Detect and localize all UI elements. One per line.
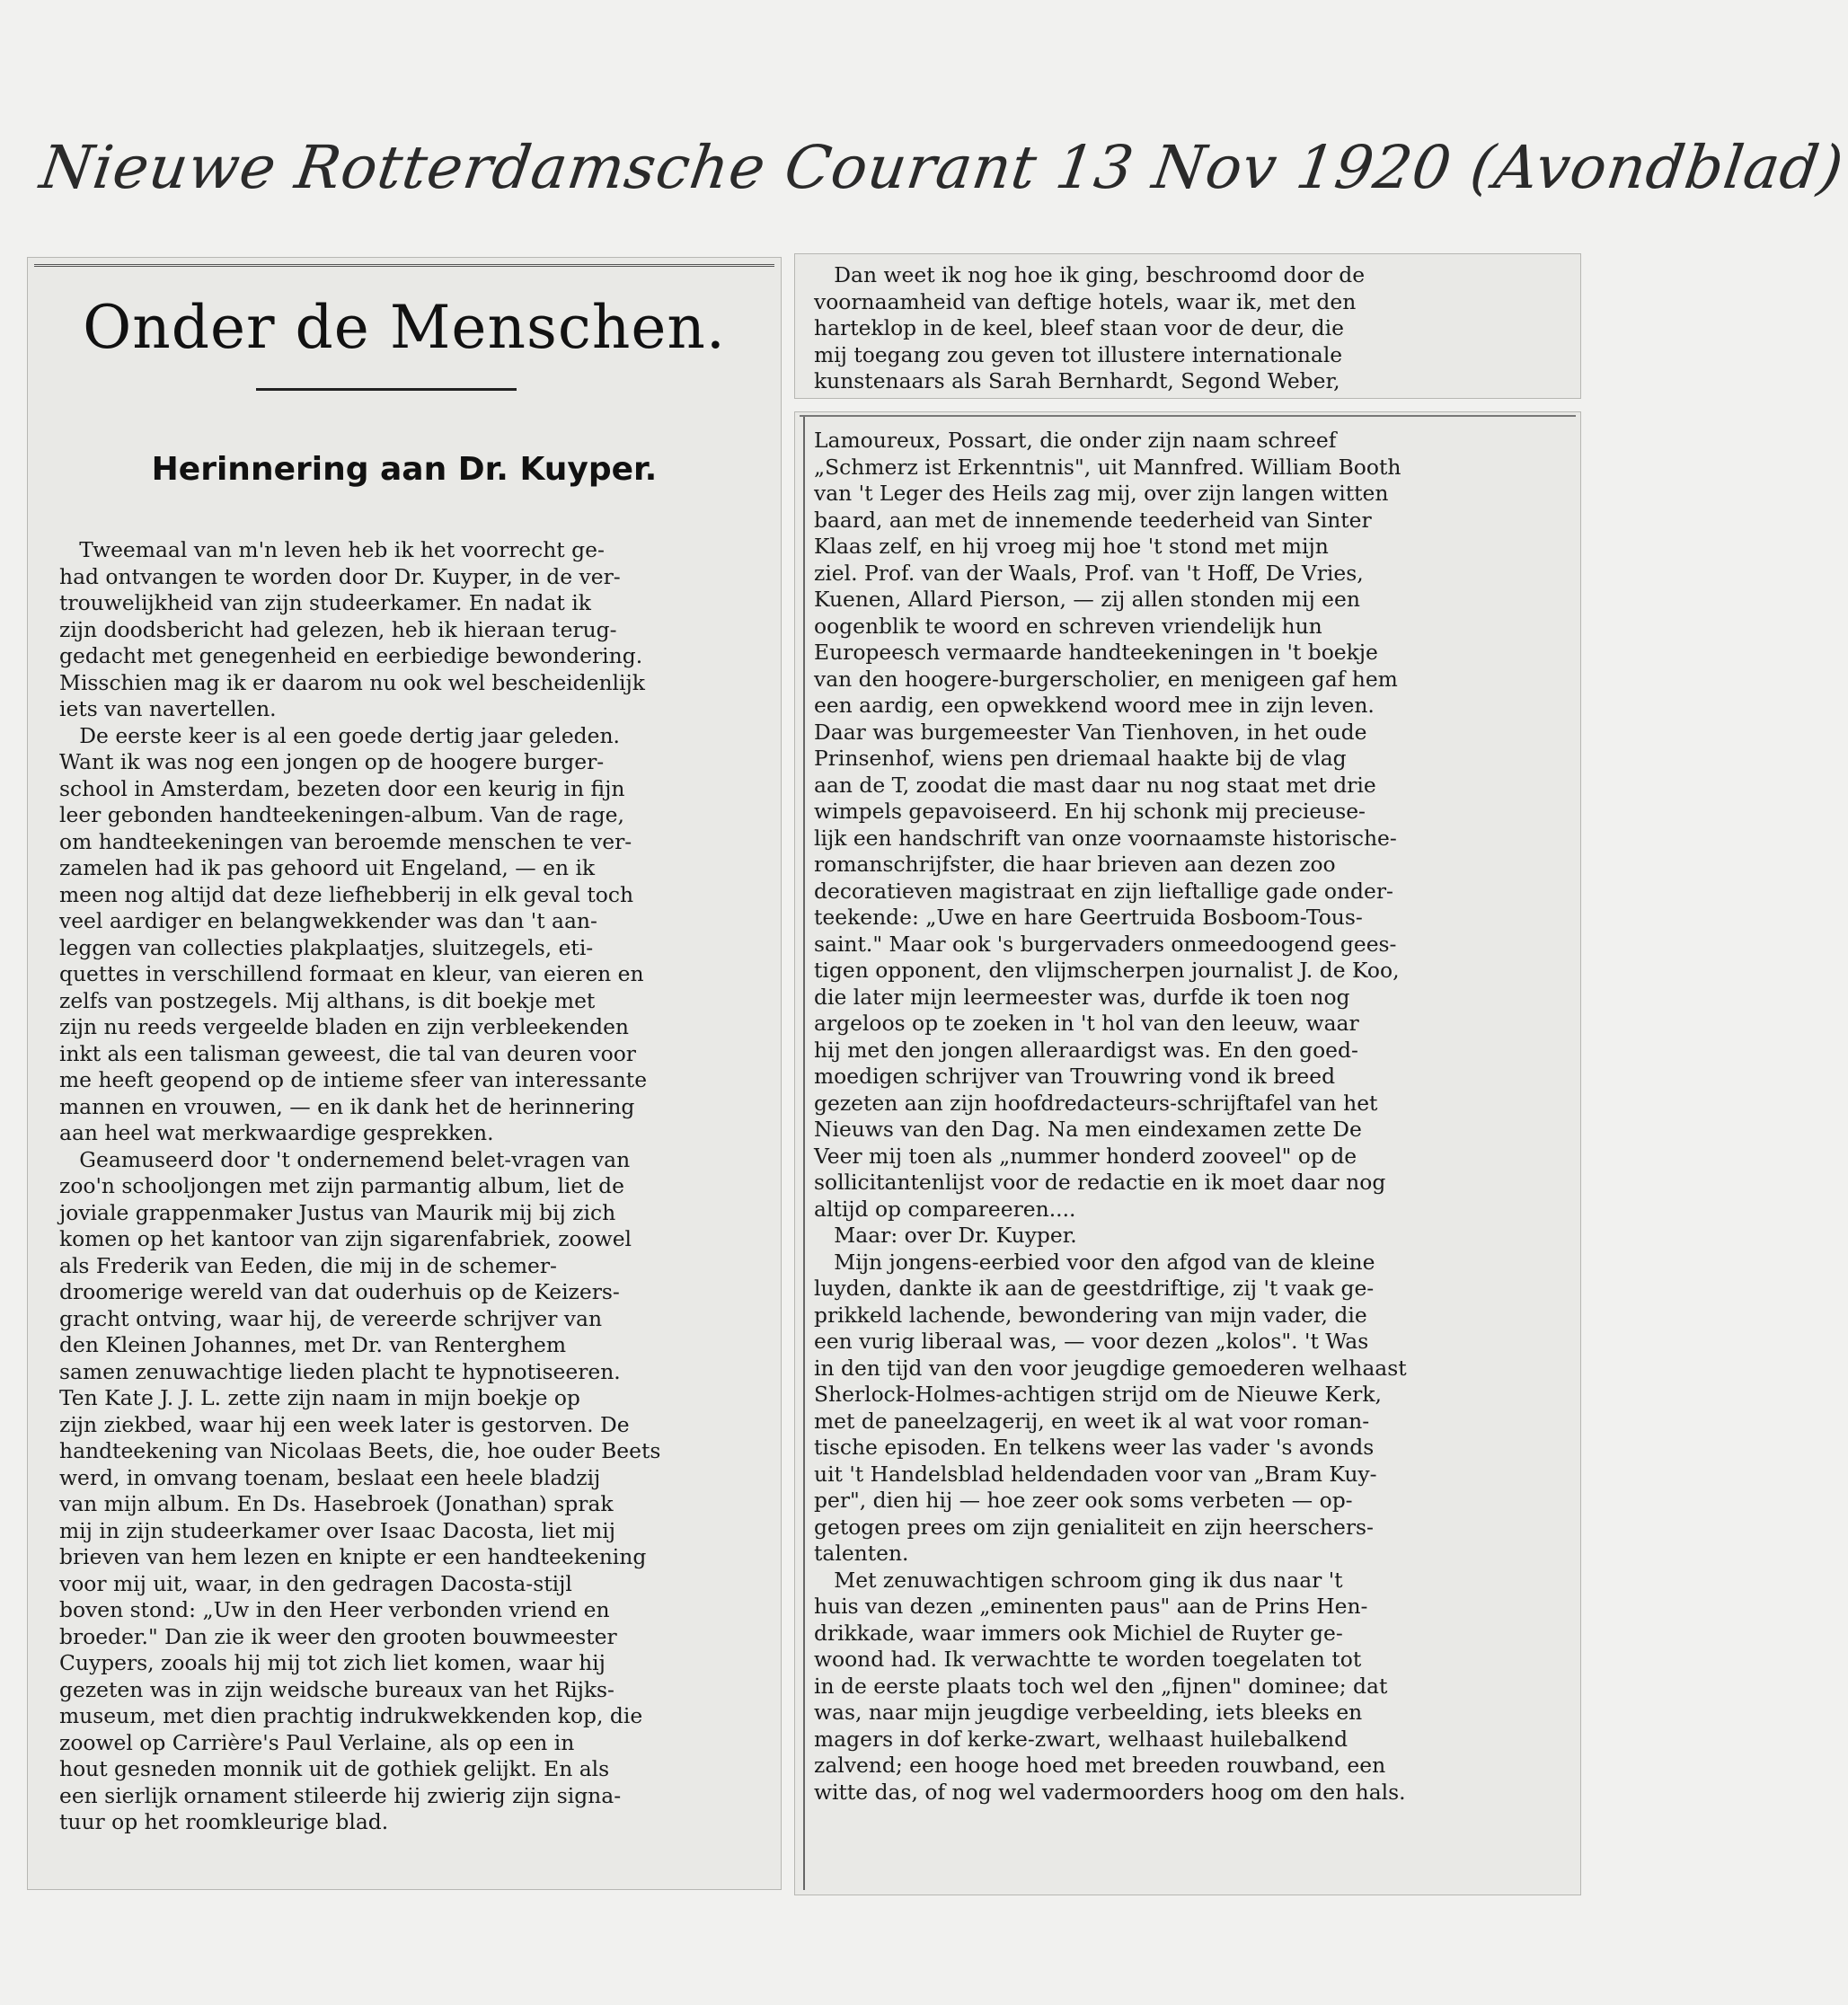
article-subtitle: Herinnering aan Dr. Kuyper. (151, 451, 658, 488)
column-top-rule (800, 415, 1576, 417)
top-rule-divider (34, 264, 774, 267)
column-side-rule (803, 417, 805, 1890)
article-clipping-left (27, 257, 782, 1890)
article-clipping-right (794, 411, 1581, 1895)
title-underline-divider (256, 388, 517, 391)
left-column-body: Tweemaal van m'n leven heb ik het voorrecht ge- had ontvangen te worden door Dr. Kuyper, in de ver- trouwelijkheid van zijn studeerkamer. En nadat ik zijn doodsbericht had gelezen, heb ik hieraan terug- gedacht met genegenheid en eerbiedige bewondering. Misschien mag ik er daarom nu ook wel bescheidenlijk iets van navertellen. De eerste keer is al een goede dertig jaar geleden. Want ik was nog een jongen op de hoogere burger- school in Amsterdam, bezeten door een keurig in fijn leer gebonden handteekeningen-album. Van de rage, om handteekeningen van beroemde menschen te ver- zamelen had ik pas gehoord uit Engeland, — en ik meen nog altijd dat deze liefhebberij in elk geval toch veel aardiger en belangwekkender was dan 't aan- leggen van collecties plakplaatjes, sluitzegels, eti- quettes in verschillend formaat en kleur, van eieren en zelfs van postzegels. Mij althans, is dit boekje met zijn nu reeds vergeelde bladen en zijn verbleekenden inkt als een talisman geweest, die tal van deuren voor me heeft geopend op de intieme sfeer van interessante mannen en vrouwen, — en ik dank het de herinnering aan heel wat merkwaardige gesprekken. Geamuseerd door 't ondernemend belet-vragen van zoo'n schooljongen met zijn parmantig album, liet de joviale grappenmaker Justus van Maurik mij bij zich komen op het kantoor van zijn sigarenfabriek, zoowel als Frederik van Eeden, die mij in de schemer- droomerige wereld van dat ouderhuis op de Keizers- gracht ontving, waar hij, de vereerde schrijver van den Kleinen Johannes, met Dr. van Renterghem samen zenuwachtige lieden placht te hypnotiseeren. Ten Kate J. J. L. zette zijn naam in mijn boekje op zijn ziekbed, waar hij een week later is gestorven. De handteekening van Nicolaas Beets, die, hoe ouder Beets werd, in omvang toenam, beslaat een heele bladzij van mijn album. En Ds. Hasebroek (Jonathan) sprak mij in zijn studeerkamer over Isaac Dacosta, liet mij brieven van hem lezen en knipte er een handteekening voor mij uit, waar, in den gedragen Dacosta-stijl boven stond: „Uw in den Heer verbonden vriend en broeder." Dan zie ik weer den grooten bouwmeester Cuypers, zooals hij mij tot zich liet komen, waar hij gezeten was in zijn weidsche bureaux van het Rijks- museum, met dien prachtig indrukwekkenden kop, die zoowel op Carrière's Paul Verlaine, als op een in hout gesneden monnik uit de gothiek gelijkt. En als een sierlijk ornament stileerde hij zwierig zijn signa- tuur op het roomkleurige blad. (59, 537, 661, 1834)
right-column-body: Lamoureux, Possart, die onder zijn naam schreef „Schmerz ist Erkenntnis", uit Mannfred. William Booth van 't Leger des Heils zag mij, over zijn langen witten baard, aan met de innemende teederheid van Sinter Klaas zelf, en hij vroeg mij hoe 't stond met mijn ziel. Prof. van der Waals, Prof. van 't Hoff, De Vries, Kuenen, Allard Pierson, — zij allen stonden mij een oogenblik te woord en schreven vriendelijk hun Europeesch vermaarde handteekeningen in 't boekje van den hoogere-burgerscholier, en menigeen gaf hem een aardig, een opwekkend woord mee in zijn leven. Daar was burgemeester Van Tienhoven, in het oude Prinsenhof, wiens pen driemaal haakte bij de vlag aan de T, zoodat die mast daar nu nog staat met drie wimpels gepavoiseerd. En hij schonk mij precieuse- lijk een handschrift van onze voornaamste historische- romanschrijfster, die haar brieven aan dezen zoo decoratieven magistraat en zijn lieftallige gade onder- teekende: „Uwe en hare Geertruida Bosboom-Tous- saint." Maar ook 's burgervaders onmeedoogend gees- tigen opponent, den vlijmscherpen journalist J. de Koo, die later mijn leermeester was, durfde ik toen nog argeloos op te zoeken in 't hol van den leeuw, waar hij met den jongen alleraardigst was. En den goed- moedigen schrijver van Trouwring vond ik breed gezeten aan zijn hoofdredacteurs-schrijftafel van het Nieuws van den Dag. Na men eindexamen zette De Veer mij toen als „nummer honderd zooveel" op de sollicitantenlijst voor de redactie en ik moet daar nog altijd op compareeren.... Maar: over Dr. Kuyper. Mijn jongens-eerbied voor den afgod van de kleine luyden, dankte ik aan de geestdriftige, zij 't vaak ge- prikkeld lachende, bewondering van mijn vader, die een vurig liberaal was, — voor dezen „kolos". 't Was in den tijd van den voor jeugdige gemoederen welhaast Sherlock-Holmes-achtigen strijd om de Nieuwe Kerk, met de paneelzagerij, en weet ik al wat voor roman- tische episoden. En telkens weer las vader 's avonds uit 't Handelsblad heldendaden voor van „Bram Kuy- per", dien hij — hoe zeer ook soms verbeten — op- getogen prees om zijn genialiteit en zijn heerschers- talenten. Met zenuwachtigen schroom ging ik dus naar 't huis van dezen „eminenten paus" aan de Prins Hen- drikkade, waar immers ook Michiel de Ruyter ge- woond had. Ik verwachtte te worden toegelaten tot in de eerste plaats toch wel den „fijnen" dominee; dat was, naar mijn jeugdige verbeelding, iets bleeks en magers in dof kerke-zwart, welhaast huilebalkend zalvend; een hooge hoed met breeden rouwband, een witte das, of nog wel vadermoorders hoog om den hals. (814, 428, 1407, 1805)
handwritten-source-note: Nieuwe Rotterdamsche Courant 13 Nov 1920 (Avondblad) (36, 133, 1848, 202)
article-clipping-right-top (794, 253, 1581, 399)
right-top-body: Dan weet ik nog hoe ik ging, beschroomd door de voornaamheid van deftige hotels, waar ik, met den harteklop in de keel, bleef staan voor de deur, die mij toegang zou geven tot illustere internationale kunstenaars als Sarah Bernhardt, Segond Weber, (814, 262, 1366, 393)
article-title: Onder de Menschen. (83, 293, 726, 362)
